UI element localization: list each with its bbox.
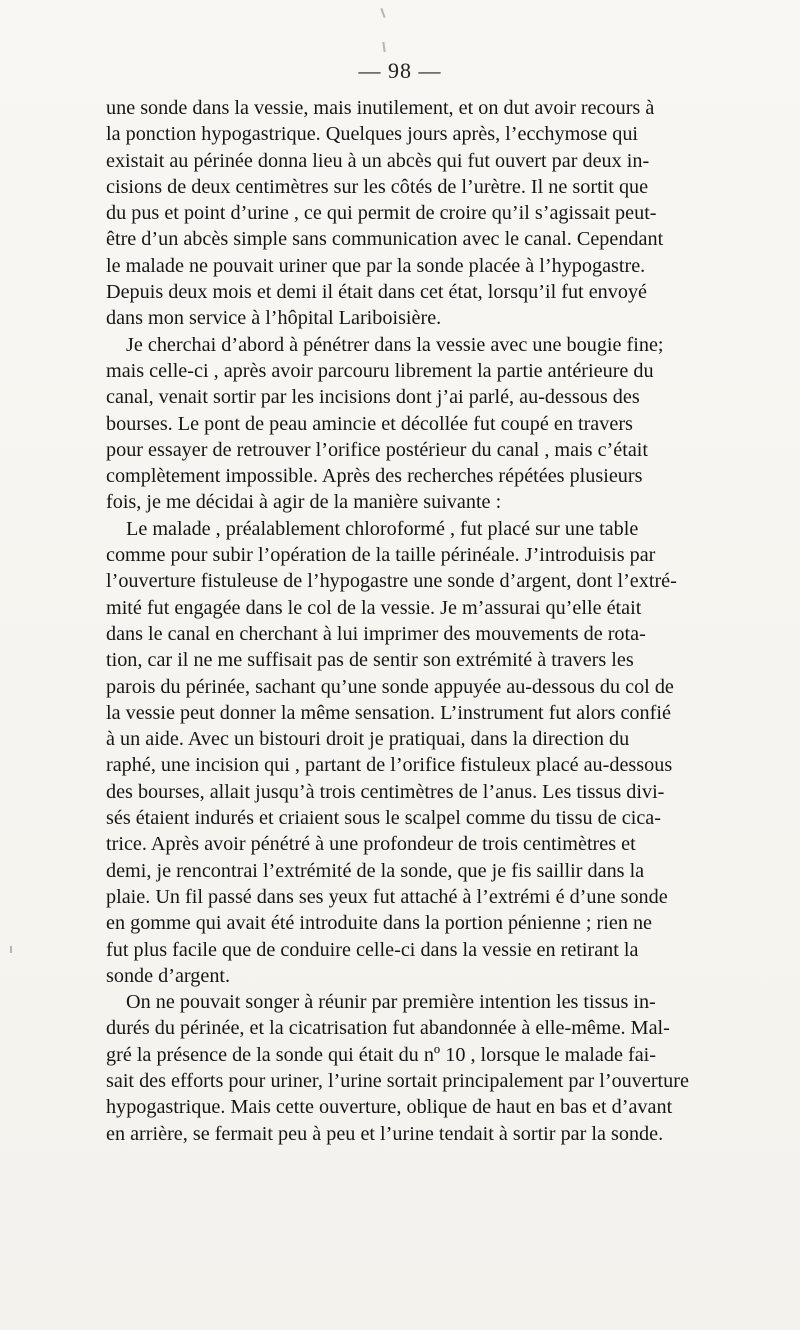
text-line: une sonde dans la vessie, mais inutilement, et on dut avoir recours à	[106, 97, 655, 119]
text-line: l’ouverture fistuleuse de l’hypogastre une sonde d’argent, dont l’extré-	[106, 570, 677, 593]
text-line: la ponction hypogastrique. Quelques jours après, l’ecchymose qui	[106, 123, 639, 146]
scan-mark	[380, 8, 385, 18]
text-line: demi, je rencontrai l’extrémité de la sonde, que je fis saillir dans la	[106, 859, 645, 882]
text-line: mité fut engagée dans le col de la vessie. Je m’assurai qu’elle était	[106, 596, 642, 619]
text-line: comme pour subir l’opération de la taille périnéale. J’introduisis par	[106, 544, 656, 567]
scan-mark	[382, 42, 385, 52]
text-line: mais celle-ci , après avoir parcouru librement la partie antérieure du	[106, 359, 654, 382]
text-line: sés étaient indurés et criaient sous le scalpel comme du tissu de cica-	[106, 807, 661, 830]
text-line: le malade ne pouvait uriner que par la sonde placée à l’hypogastre.	[106, 254, 646, 277]
text-line: complètement impossible. Après des recherches répétées plusieurs	[106, 465, 643, 488]
text-line: Je cherchai d’abord à pénétrer dans la vessie avec une bougie fine;	[126, 333, 664, 356]
text-line: sait des efforts pour uriner, l’urine sortait principalement par l’ouverture	[106, 1069, 689, 1092]
text-line: cisions de deux centimètres sur les côtés de l’urètre. Il ne sortit que	[106, 175, 649, 198]
text-line: plaie. Un fil passé dans ses yeux fut attaché à l’extrémi é d’une sonde	[106, 885, 668, 908]
text-line: Le malade , préalablement chloroformé , fut placé sur une table	[126, 517, 639, 540]
text-line: durés du périnée, et la cicatrisation fut abandonnée à elle-même. Mal-	[106, 1017, 670, 1040]
scan-mark	[10, 946, 12, 953]
text-line: gré la présence de la sonde qui était du nº 10 , lorsque le malade fai-	[106, 1043, 656, 1066]
text-line: être d’un abcès simple sans communication avec le canal. Cependant	[106, 228, 664, 251]
text-line: sonde d’argent.	[106, 964, 231, 987]
text-line: existait au périnée donna lieu à un abcès qui fut ouvert par deux in-	[106, 149, 650, 172]
page-number: — 98 —	[358, 58, 442, 83]
text-line: en gomme qui avait été introduite dans la portion pénienne ; rien ne	[106, 912, 653, 935]
text-line: du pus et point d’urine , ce qui permit de croire qu’il s’agissait peut-	[106, 202, 657, 225]
text-line: la vessie peut donner la même sensation. L’instrument fut alors confié	[106, 701, 671, 724]
text-line: Depuis deux mois et demi il était dans cet état, lorsqu’il fut envoyé	[106, 281, 648, 304]
text-line: dans mon service à l’hôpital Lariboisière.	[106, 307, 442, 330]
text-line: On ne pouvait songer à réunir par première intention les tissus in-	[126, 991, 656, 1014]
text-line: fut plus facile que de conduire celle-ci dans la vessie en retirant la	[106, 938, 639, 961]
text-line: fois, je me décidai à agir de la manière suivante :	[106, 491, 502, 514]
text-line: raphé, une incision qui , partant de l’orifice fistuleux placé au-dessous	[106, 754, 673, 777]
text-line: en arrière, se fermait peu à peu et l’urine tendait à sortir par la sonde.	[106, 1122, 664, 1145]
text-line: à un aide. Avec un bistouri droit je pratiquai, dans la direction du	[106, 728, 630, 751]
text-line: tion, car il ne me suffisait pas de sentir son extrémité à travers les	[106, 649, 634, 672]
text-line: parois du périnée, sachant qu’une sonde appuyée au-dessous du col de	[106, 675, 674, 698]
text-line: bourses. Le pont de peau amincie et décollée fut coupé en travers	[106, 412, 633, 435]
text-line: dans le canal en cherchant à lui imprimer des mouvements de rota-	[106, 622, 646, 645]
body-text	[106, 95, 726, 1147]
text-line: trice. Après avoir pénétré à une profondeur de trois centimètres et	[106, 833, 636, 856]
text-line: canal, venait sortir par les incisions dont j’ai parlé, au-dessous des	[106, 386, 640, 409]
text-line: pour essayer de retrouver l’orifice postérieur du canal , mais c’était	[106, 438, 649, 461]
text-line: des bourses, allait jusqu’à trois centimètres de l’anus. Les tissus divi-	[106, 780, 665, 803]
text-line: hypogastrique. Mais cette ouverture, oblique de haut en bas et d’avant	[106, 1096, 673, 1119]
